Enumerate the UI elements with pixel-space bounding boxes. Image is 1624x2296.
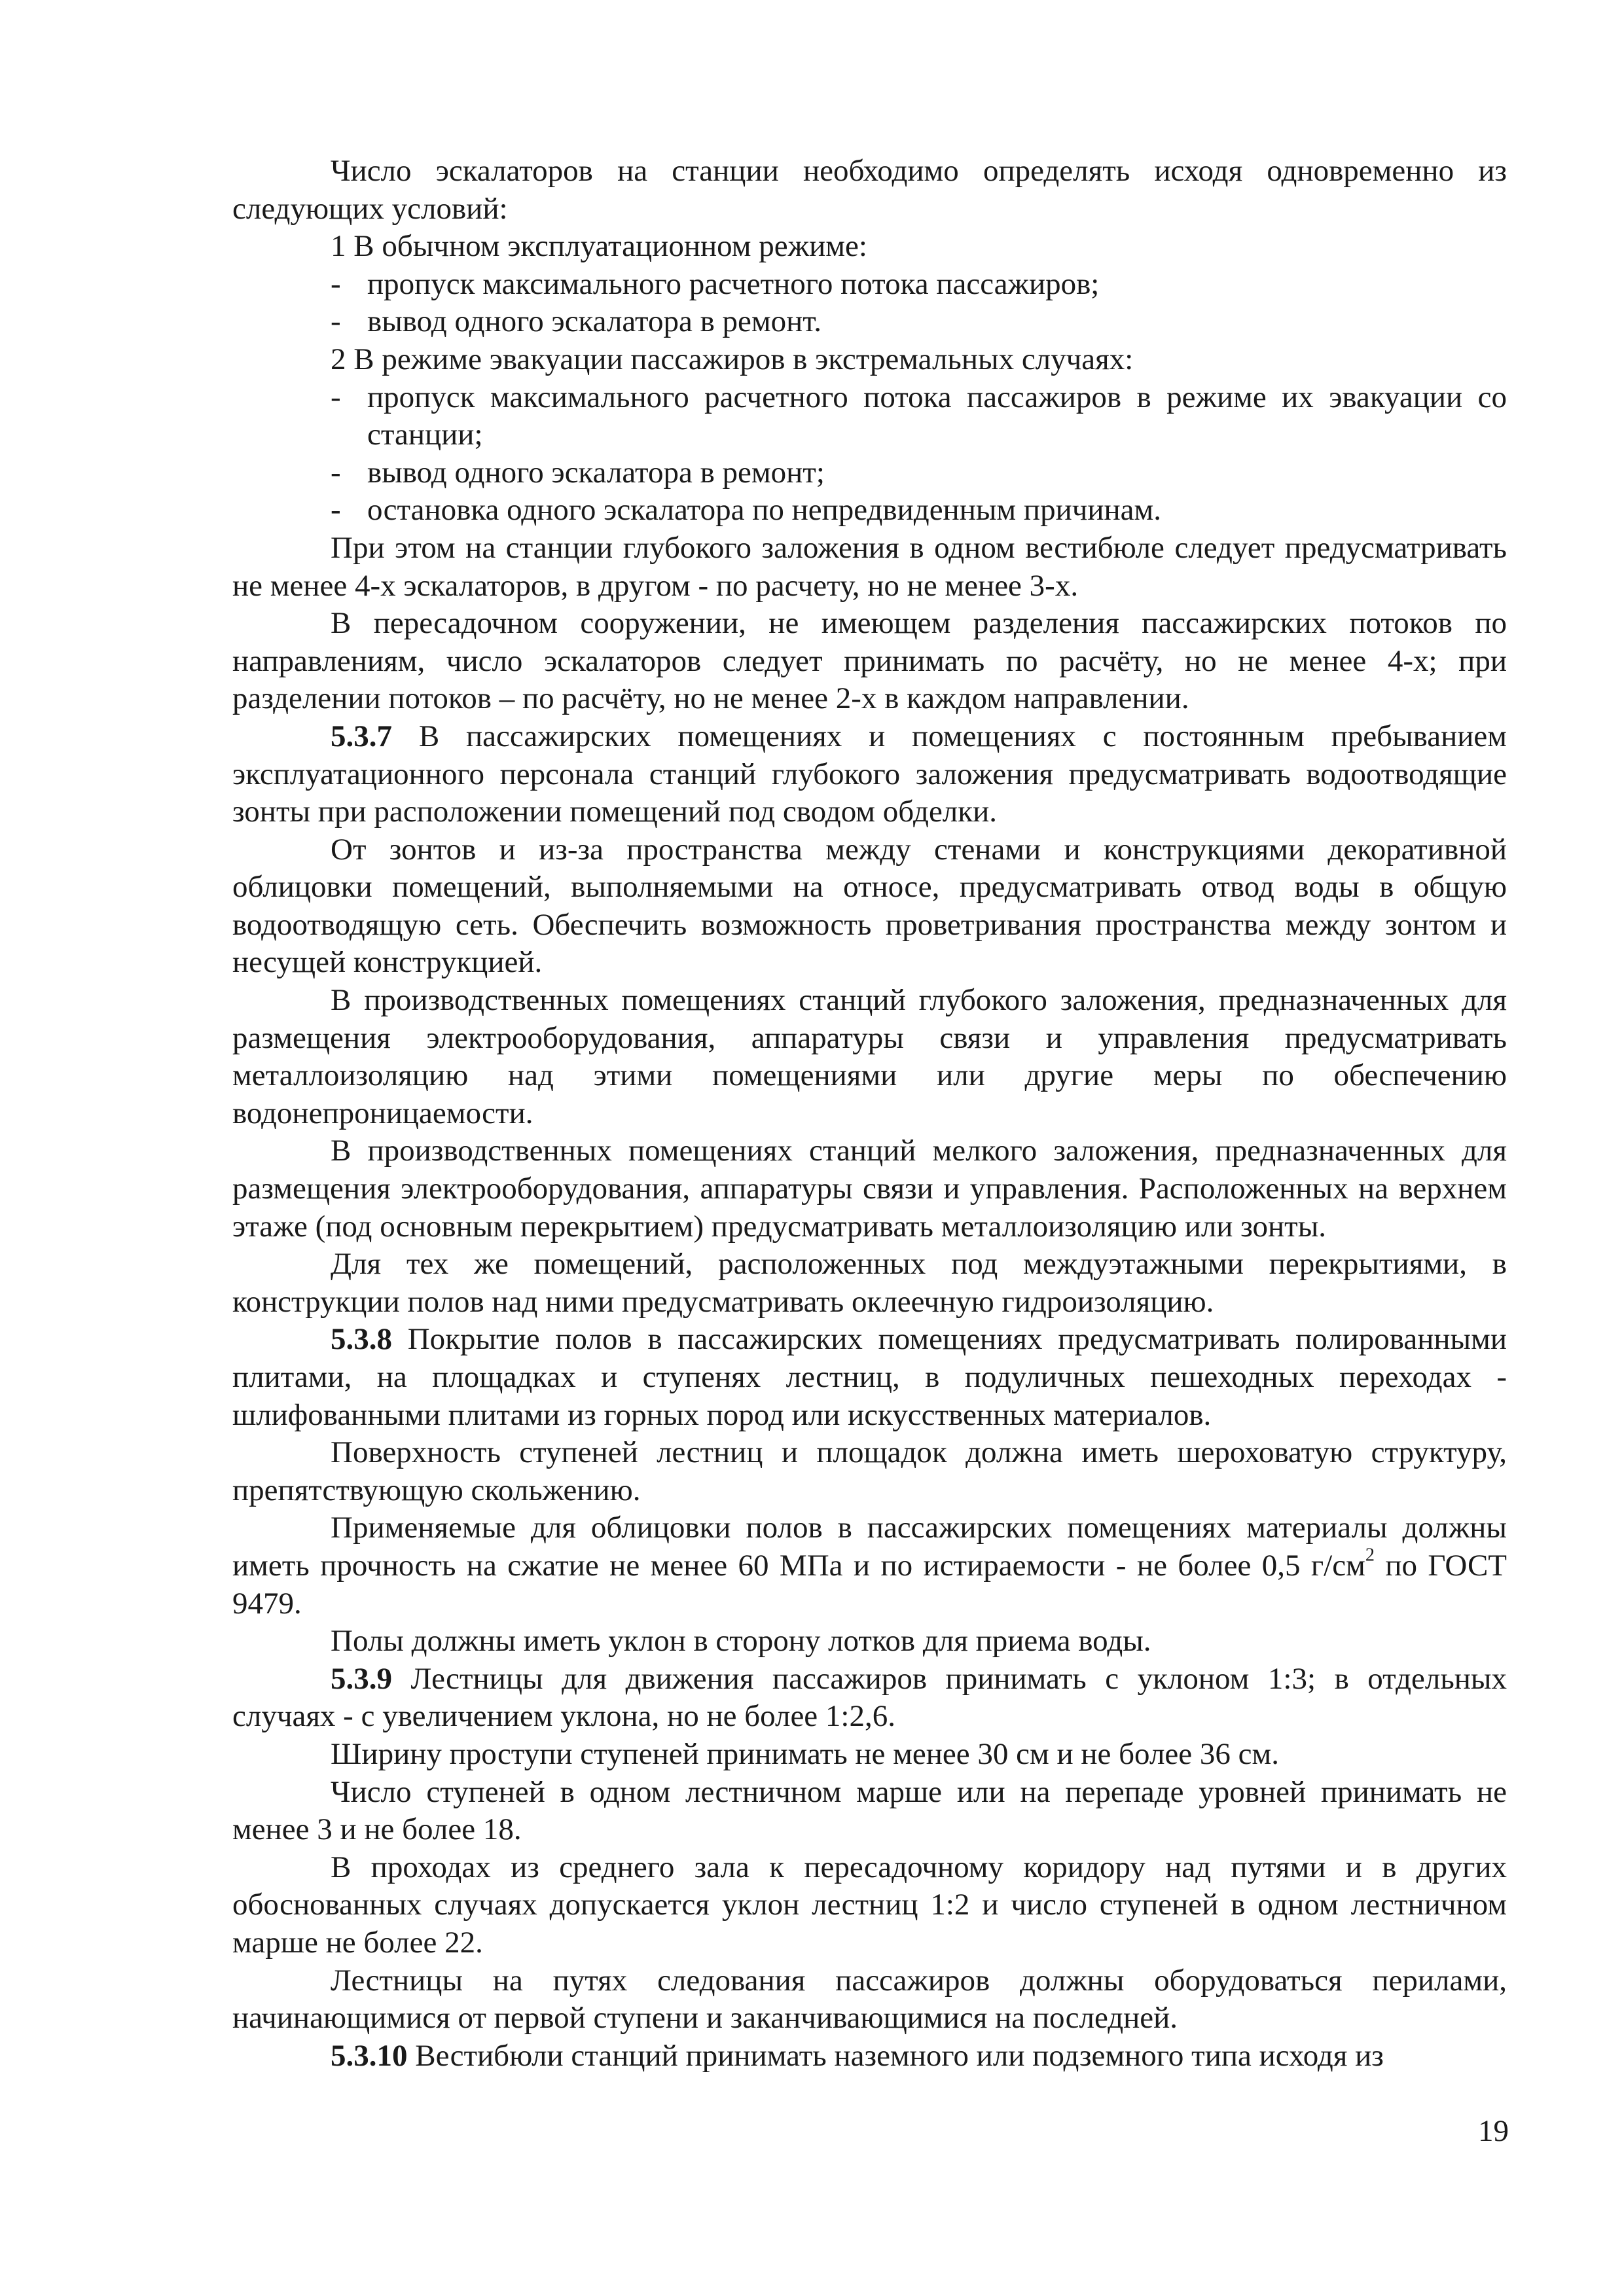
paragraph: В проходах из среднего зала к пересадочному коридору над путями и в других обоснованных случаях допускается уклон лестниц 1:2 и число ступеней в одном лестничном марше не более 22. [232,1850,1507,1960]
paragraph: Полы должны иметь уклон в сторону лотков для приема воды. [331,1624,1151,1659]
section-5-3-7 [232,718,1507,831]
list-item-text: вывод одного эскалатора в ремонт. [367,304,822,339]
section-text: В пассажирских помещениях и помещениях с постоянным пребыванием эксплуатационного персонала станций глубокого заложения предусматривать водоотводящие зонты при расположении помещений под сводом обделки. [232,719,1507,829]
paragraph: При этом на станции глубокого заложения в одном вестибюле следует предусматривать не менее 4-х эскалаторов, в другом - по расчету, но не менее 3-х. [232,530,1507,603]
paragraph: Число ступеней в одном лестничном марше или на перепаде уровней принимать не менее 3 и не более 18. [232,1774,1507,1847]
paragraph-text: по ГОСТ 9479. [232,1548,1507,1621]
dash-marker: - [331,304,341,339]
list-item [232,266,1507,304]
section-number: 5.3.7 [331,719,392,753]
list-heading: 1 В обычном эксплуатационном режиме: [331,229,867,264]
list-item-text: пропуск максимального расчетного потока пассажиров в режиме их эвакуации со станции; [367,380,1507,452]
section-5-3-9 [232,1660,1507,1736]
section-5-3-8 [232,1321,1507,1434]
section-number: 5.3.8 [331,1322,392,1357]
paragraph: Поверхность ступеней лестниц и площадок должна иметь шероховатую структуру, препятствующую скольжению. [232,1435,1507,1507]
section-text: Лестницы для движения пассажиров принимать с уклоном 1:3; в отдельных случаях - с увеличением уклона, но не более 1:2,6. [232,1661,1507,1734]
paragraph: Для тех же помещений, расположенных под междуэтажными перекрытиями, в конструкции полов над ними предусматривать оклеечную гидроизоляцию. [232,1247,1507,1319]
document-body [232,152,1507,2075]
paragraph: Лестницы на путях следования пассажиров должны оборудоваться перилами, начинающимися от первой ступени и заканчивающимися на последней. [232,1963,1507,2036]
paragraph [232,1509,1507,1623]
section-number: 5.3.10 [331,2038,408,2073]
list-item [232,303,1507,341]
section-5-3-10 [232,2037,1507,2075]
section-text: Покрытие полов в пассажирских помещениях предусматривать полированными плитами, на площадках и ступенях лестниц, в подуличных пешеходных переходах - шлифованными плитами из горных пород или искусственных материалов. [232,1322,1507,1432]
paragraph: В пересадочном сооружении, не имеющем разделения пассажирских потоков по направлениям, число эскалаторов следует принимать по расчёту, но не менее 4-х; при разделении потоков – по расчёту, но не менее 2-х в каждом направлении. [232,606,1507,716]
list-item [232,454,1507,492]
dash-marker: - [331,380,341,414]
paragraph: От зонтов и из-за пространства между стенами и конструкциями декоративной облицовки помещений, выполняемыми на относе, предусматривать отвод воды в общую водоотводящую сеть. Обеспечить возможность проветривания пространства между зонтом и несущей конструкцией. [232,832,1507,980]
paragraph-text: Применяемые для облицовки полов в пассажирских помещениях материалы должны иметь прочность на сжатие не менее 60 МПа и по истираемости - не более 0,5 г/см [232,1511,1507,1583]
list-item [232,492,1507,529]
list-heading: 2 В режиме эвакуации пассажиров в экстремальных случаях: [331,342,1134,376]
superscript: 2 [1365,1545,1375,1566]
section-number: 5.3.9 [331,1661,392,1696]
dash-marker: - [331,266,341,301]
list-item [232,379,1507,454]
list-item-text: пропуск максимального расчетного потока пассажиров; [367,266,1100,301]
paragraph: Ширину проступи ступеней принимать не менее 30 см и не более 36 см. [331,1736,1279,1771]
list-item-text: остановка одного эскалатора по непредвиденным причинам. [367,493,1162,528]
list-item-text: вывод одного эскалатора в ремонт; [367,455,825,490]
paragraph: В производственных помещениях станций глубокого заложения, предназначенных для размещения электрооборудования, аппаратуры связи и управления предусматривать металлоизоляцию над этими помещениями или другие меры по обеспечению водонепроницаемости. [232,983,1507,1130]
paragraph: В производственных помещениях станций мелкого заложения, предназначенных для размещения электрооборудования, аппаратуры связи и управления. Расположенных на верхнем этаже (под основным перекрытием) предусматривать металлоизоляцию или зонты. [232,1134,1507,1244]
dash-marker: - [331,455,341,490]
paragraph: Число эскалаторов на станции необходимо определять исходя одновременно из следующих условий: [232,154,1507,226]
dash-marker: - [331,493,341,528]
page-number: 19 [1478,2114,1509,2148]
section-text: Вестибюли станций принимать наземного или подземного типа исходя из [407,2038,1384,2073]
